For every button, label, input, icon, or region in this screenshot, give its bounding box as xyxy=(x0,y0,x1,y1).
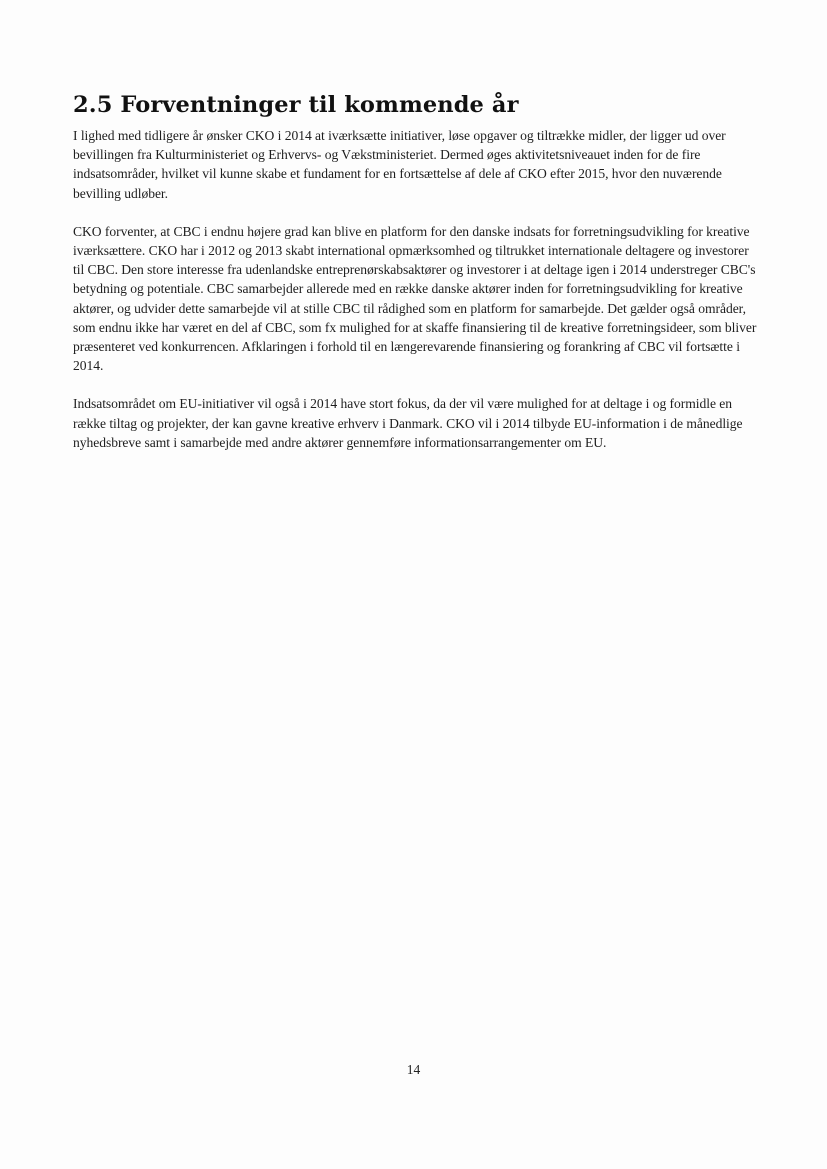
page-number: 14 xyxy=(406,1062,421,1077)
paragraph-1: I lighed med tidligere år ønsker CKO i 2014 at iværksætte initiativer, løse opgaver og tiltrække midler, der ligger ud over bevillingen fra Kulturministeriet og Erhvervs- og Vækstministeriet. Dermed øges aktivitetsniveauet inden for de fire indsatsområder, hvilket vil kunne skabe et fundament for en fortsættelse af dele af CKO efter 2015, hvor den nuværende bevilling udløber. xyxy=(73,128,726,201)
paragraph-2: CKO forventer, at CBC i endnu højere grad kan blive en platform for den danske indsats for forretningsudvikling for kreative iværksættere. CKO har i 2012 og 2013 skabt international opmærksomhed og tiltrukket internationale deltagere og investorer til CBC. Den store interesse fra udenlandske entreprenørskabsaktører og investorer i at deltage igen i 2014 understreger CBC's betydning og potentiale. CBC samarbejder allerede med en række danske aktører inden for forretningsudvikling for kreative aktører, og udvider dette samarbejde vil at stille CBC til rådighed som en platform for samarbejde. Det gælder også områder, som endnu ikke har været en del af CBC, som fx mulighed for at skaffe finansiering til de kreative forretningsideer, som bliver præsenteret ved konkurrencen. Afklaringen i forhold til en længerevarende finansiering og forankring af CBC vil fortsætte i 2014. xyxy=(73,223,757,374)
page-content xyxy=(73,90,763,452)
paragraph-3: Indsatsområdet om EU-initiativer vil også i 2014 have stort fokus, da der vil være mulighed for at deltage i og formidle en række tiltag og projekter, der kan gavne kreative erhverv i Danmark. CKO vil i 2014 tilbyde EU-information i de månedlige nyhedsbreve samt i samarbejde med andre aktører gennemføre informationsarrangementer om EU. xyxy=(73,396,743,450)
section-heading: 2.5 Forventninger til kommende år xyxy=(73,92,519,118)
